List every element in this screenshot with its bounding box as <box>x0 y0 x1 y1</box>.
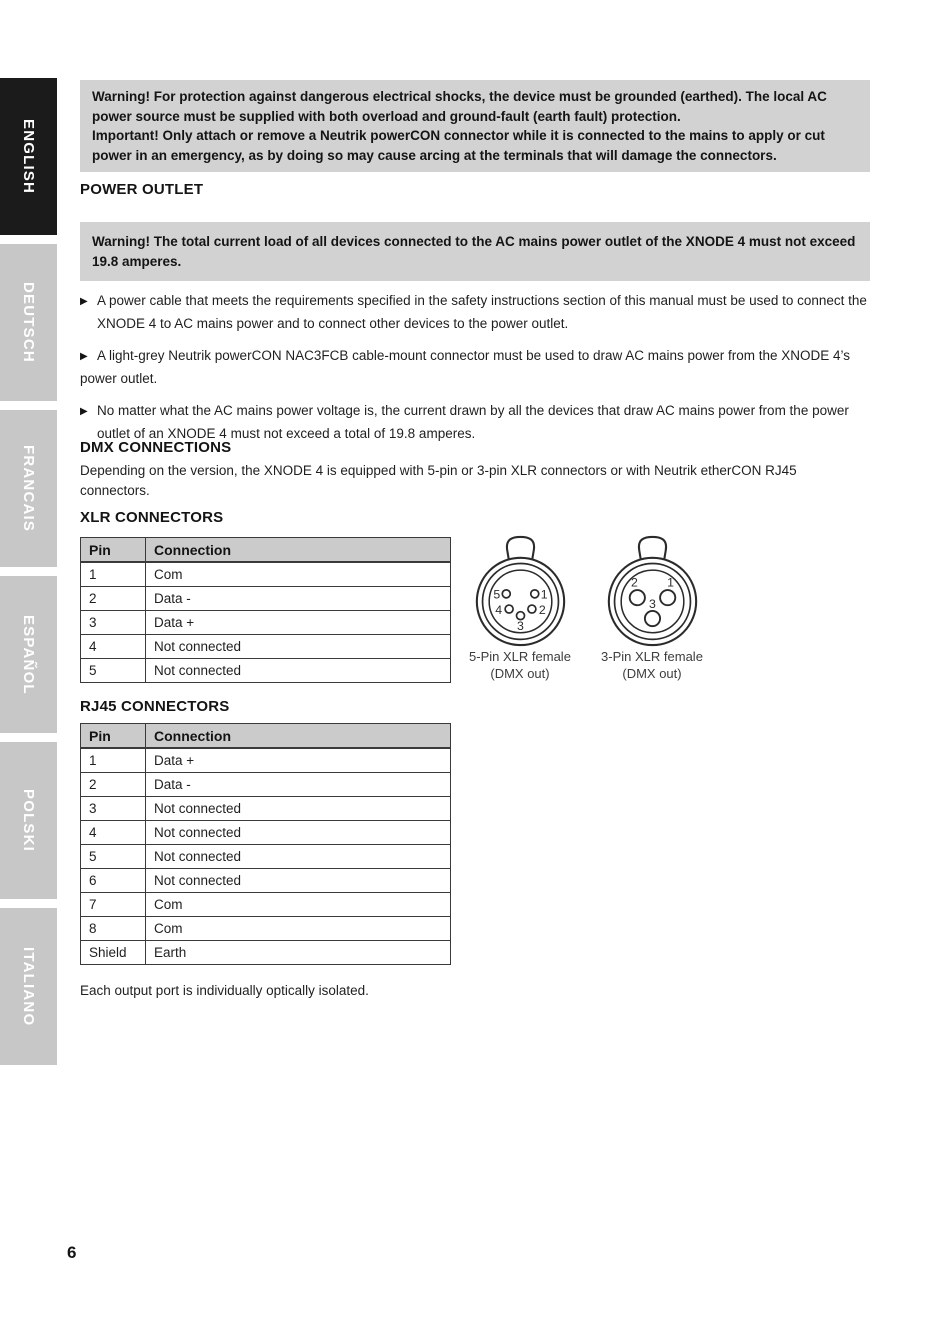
table-cell-connection: Not connected <box>146 821 451 845</box>
table-row <box>81 917 451 941</box>
table-cell-connection: Not connected <box>146 869 451 893</box>
table-cell-pin: 8 <box>81 917 146 941</box>
pin-label-1: 1 <box>540 587 548 602</box>
table-cell-connection: Com <box>146 917 451 941</box>
dmx-connections-intro: Depending on the version, the XNODE 4 is equipped with 5-pin or 3-pin XLR connectors or with Neutrik etherCON RJ45 connectors. <box>80 463 797 498</box>
bullet-item-power-cable <box>80 291 868 334</box>
table-cell-pin: 1 <box>81 748 146 773</box>
pin-label-3: 3 <box>648 597 656 612</box>
bullet-triangle-icon: ▶ <box>80 406 88 417</box>
rj45-pin-table <box>80 723 451 965</box>
table-row <box>81 635 451 659</box>
pin-label-4: 4 <box>494 602 502 617</box>
language-tab-english: ENGLISH <box>0 78 57 235</box>
table-header-row <box>81 724 451 749</box>
table-cell-connection: Com <box>146 893 451 917</box>
xlr-connectors-heading: XLR CONNECTORS <box>80 509 224 526</box>
bullet-item-current-limit <box>80 401 868 444</box>
table-cell-connection: Data - <box>146 773 451 797</box>
xlr-5pin-subcaption: (DMX out) <box>490 666 550 681</box>
power-outlet-bullet-list <box>80 291 868 456</box>
grounding-warning-text-2: Important! Only attach or remove a Neutrik powerCON connector while it is connected to the mains to apply or cut power in an emergency, as by doing so may cause arcing at the terminals that will damage the connectors. <box>92 128 825 163</box>
xlr-3pin-connector-icon <box>605 535 700 647</box>
xlr-5pin-connector-icon <box>473 535 568 647</box>
bullet-text: A power cable that meets the requirements specified in the safety instructions section of this manual must be used to connect the XNODE 4 to AC mains power and to connect other devices to the power outlet. <box>97 293 867 331</box>
table-row <box>81 845 451 869</box>
table-cell-connection: Not connected <box>146 845 451 869</box>
table-cell-connection: Data + <box>146 611 451 635</box>
table-header-pin: Pin <box>81 724 146 749</box>
table-cell-connection: Not connected <box>146 659 451 683</box>
xlr-3pin-diagram <box>582 535 722 682</box>
bullet-item-powercon-connector <box>80 346 868 389</box>
table-row <box>81 893 451 917</box>
table-row <box>81 587 451 611</box>
table-row <box>81 821 451 845</box>
table-row <box>81 611 451 635</box>
table-cell-pin: Shield <box>81 941 146 965</box>
table-cell-pin: 3 <box>81 611 146 635</box>
table-row <box>81 562 451 587</box>
pin-label-3: 3 <box>516 618 524 633</box>
table-cell-connection: Not connected <box>146 635 451 659</box>
xlr-3pin-subcaption: (DMX out) <box>622 666 682 681</box>
xlr-3pin-caption: 3-Pin XLR female <box>601 649 703 664</box>
table-row <box>81 797 451 821</box>
page-number: 6 <box>67 1243 77 1262</box>
table-row <box>81 773 451 797</box>
language-tab-deutsch: DEUTSCH <box>0 244 57 401</box>
table-row <box>81 869 451 893</box>
language-tab-italiano: ITALIANO <box>0 908 57 1065</box>
table-row <box>81 659 451 683</box>
table-header-pin: Pin <box>81 538 146 563</box>
pin-label-2: 2 <box>538 602 546 617</box>
table-header-row <box>81 538 451 563</box>
language-tab-polski: POLSKI <box>0 742 57 899</box>
table-header-connection: Connection <box>146 724 451 749</box>
grounding-warning-text-1: Warning! For protection against dangerous electrical shocks, the device must be grounded (earthed). The local AC power source must be supplied with both overload and ground-fault (earth fault) protection. <box>92 89 827 124</box>
table-cell-connection: Com <box>146 562 451 587</box>
table-cell-pin: 4 <box>81 821 146 845</box>
table-cell-pin: 5 <box>81 659 146 683</box>
pin-label-2: 2 <box>630 575 638 590</box>
table-cell-connection: Earth <box>146 941 451 965</box>
current-load-warning-box <box>80 222 870 281</box>
table-row <box>81 941 451 965</box>
table-cell-connection: Not connected <box>146 797 451 821</box>
bullet-text: No matter what the AC mains power voltage is, the current drawn by all the devices that draw AC mains power from the power outlet of an XNODE 4 must not exceed a total of 19.8 amperes. <box>97 403 849 441</box>
table-row <box>81 748 451 773</box>
table-cell-pin: 2 <box>81 773 146 797</box>
optical-isolation-note: Each output port is individually optically isolated. <box>80 983 369 998</box>
bullet-triangle-icon: ▶ <box>80 351 88 362</box>
table-cell-pin: 7 <box>81 893 146 917</box>
table-cell-pin: 1 <box>81 562 146 587</box>
current-load-warning-text: Warning! The total current load of all devices connected to the AC mains power outlet of the XNODE 4 must not exceed 19.8 amperes. <box>92 234 856 269</box>
rj45-connectors-heading: RJ45 CONNECTORS <box>80 698 230 715</box>
power-outlet-heading: POWER OUTLET <box>80 181 204 198</box>
xlr-5pin-caption: 5-Pin XLR female <box>469 649 571 664</box>
table-cell-connection: Data + <box>146 748 451 773</box>
table-cell-pin: 5 <box>81 845 146 869</box>
table-cell-connection: Data - <box>146 587 451 611</box>
table-cell-pin: 3 <box>81 797 146 821</box>
pin-label-1: 1 <box>666 575 674 590</box>
xlr-pin-table <box>80 537 451 683</box>
bullet-triangle-icon: ▶ <box>80 296 88 307</box>
xlr-5pin-diagram <box>450 535 590 682</box>
grounding-warning-box <box>80 80 870 172</box>
dmx-connections-heading: DMX CONNECTIONS <box>80 439 232 456</box>
bullet-text: A light-grey Neutrik powerCON NAC3FCB cable-mount connector must be used to draw AC mains power from the XNODE 4’s power outlet. <box>80 348 851 386</box>
table-cell-pin: 2 <box>81 587 146 611</box>
table-header-connection: Connection <box>146 538 451 563</box>
language-tab-espanol: ESPAÑOL <box>0 576 57 733</box>
table-cell-pin: 6 <box>81 869 146 893</box>
language-tab-francais: FRANCAIS <box>0 410 57 567</box>
pin-label-5: 5 <box>492 587 500 602</box>
table-cell-pin: 4 <box>81 635 146 659</box>
